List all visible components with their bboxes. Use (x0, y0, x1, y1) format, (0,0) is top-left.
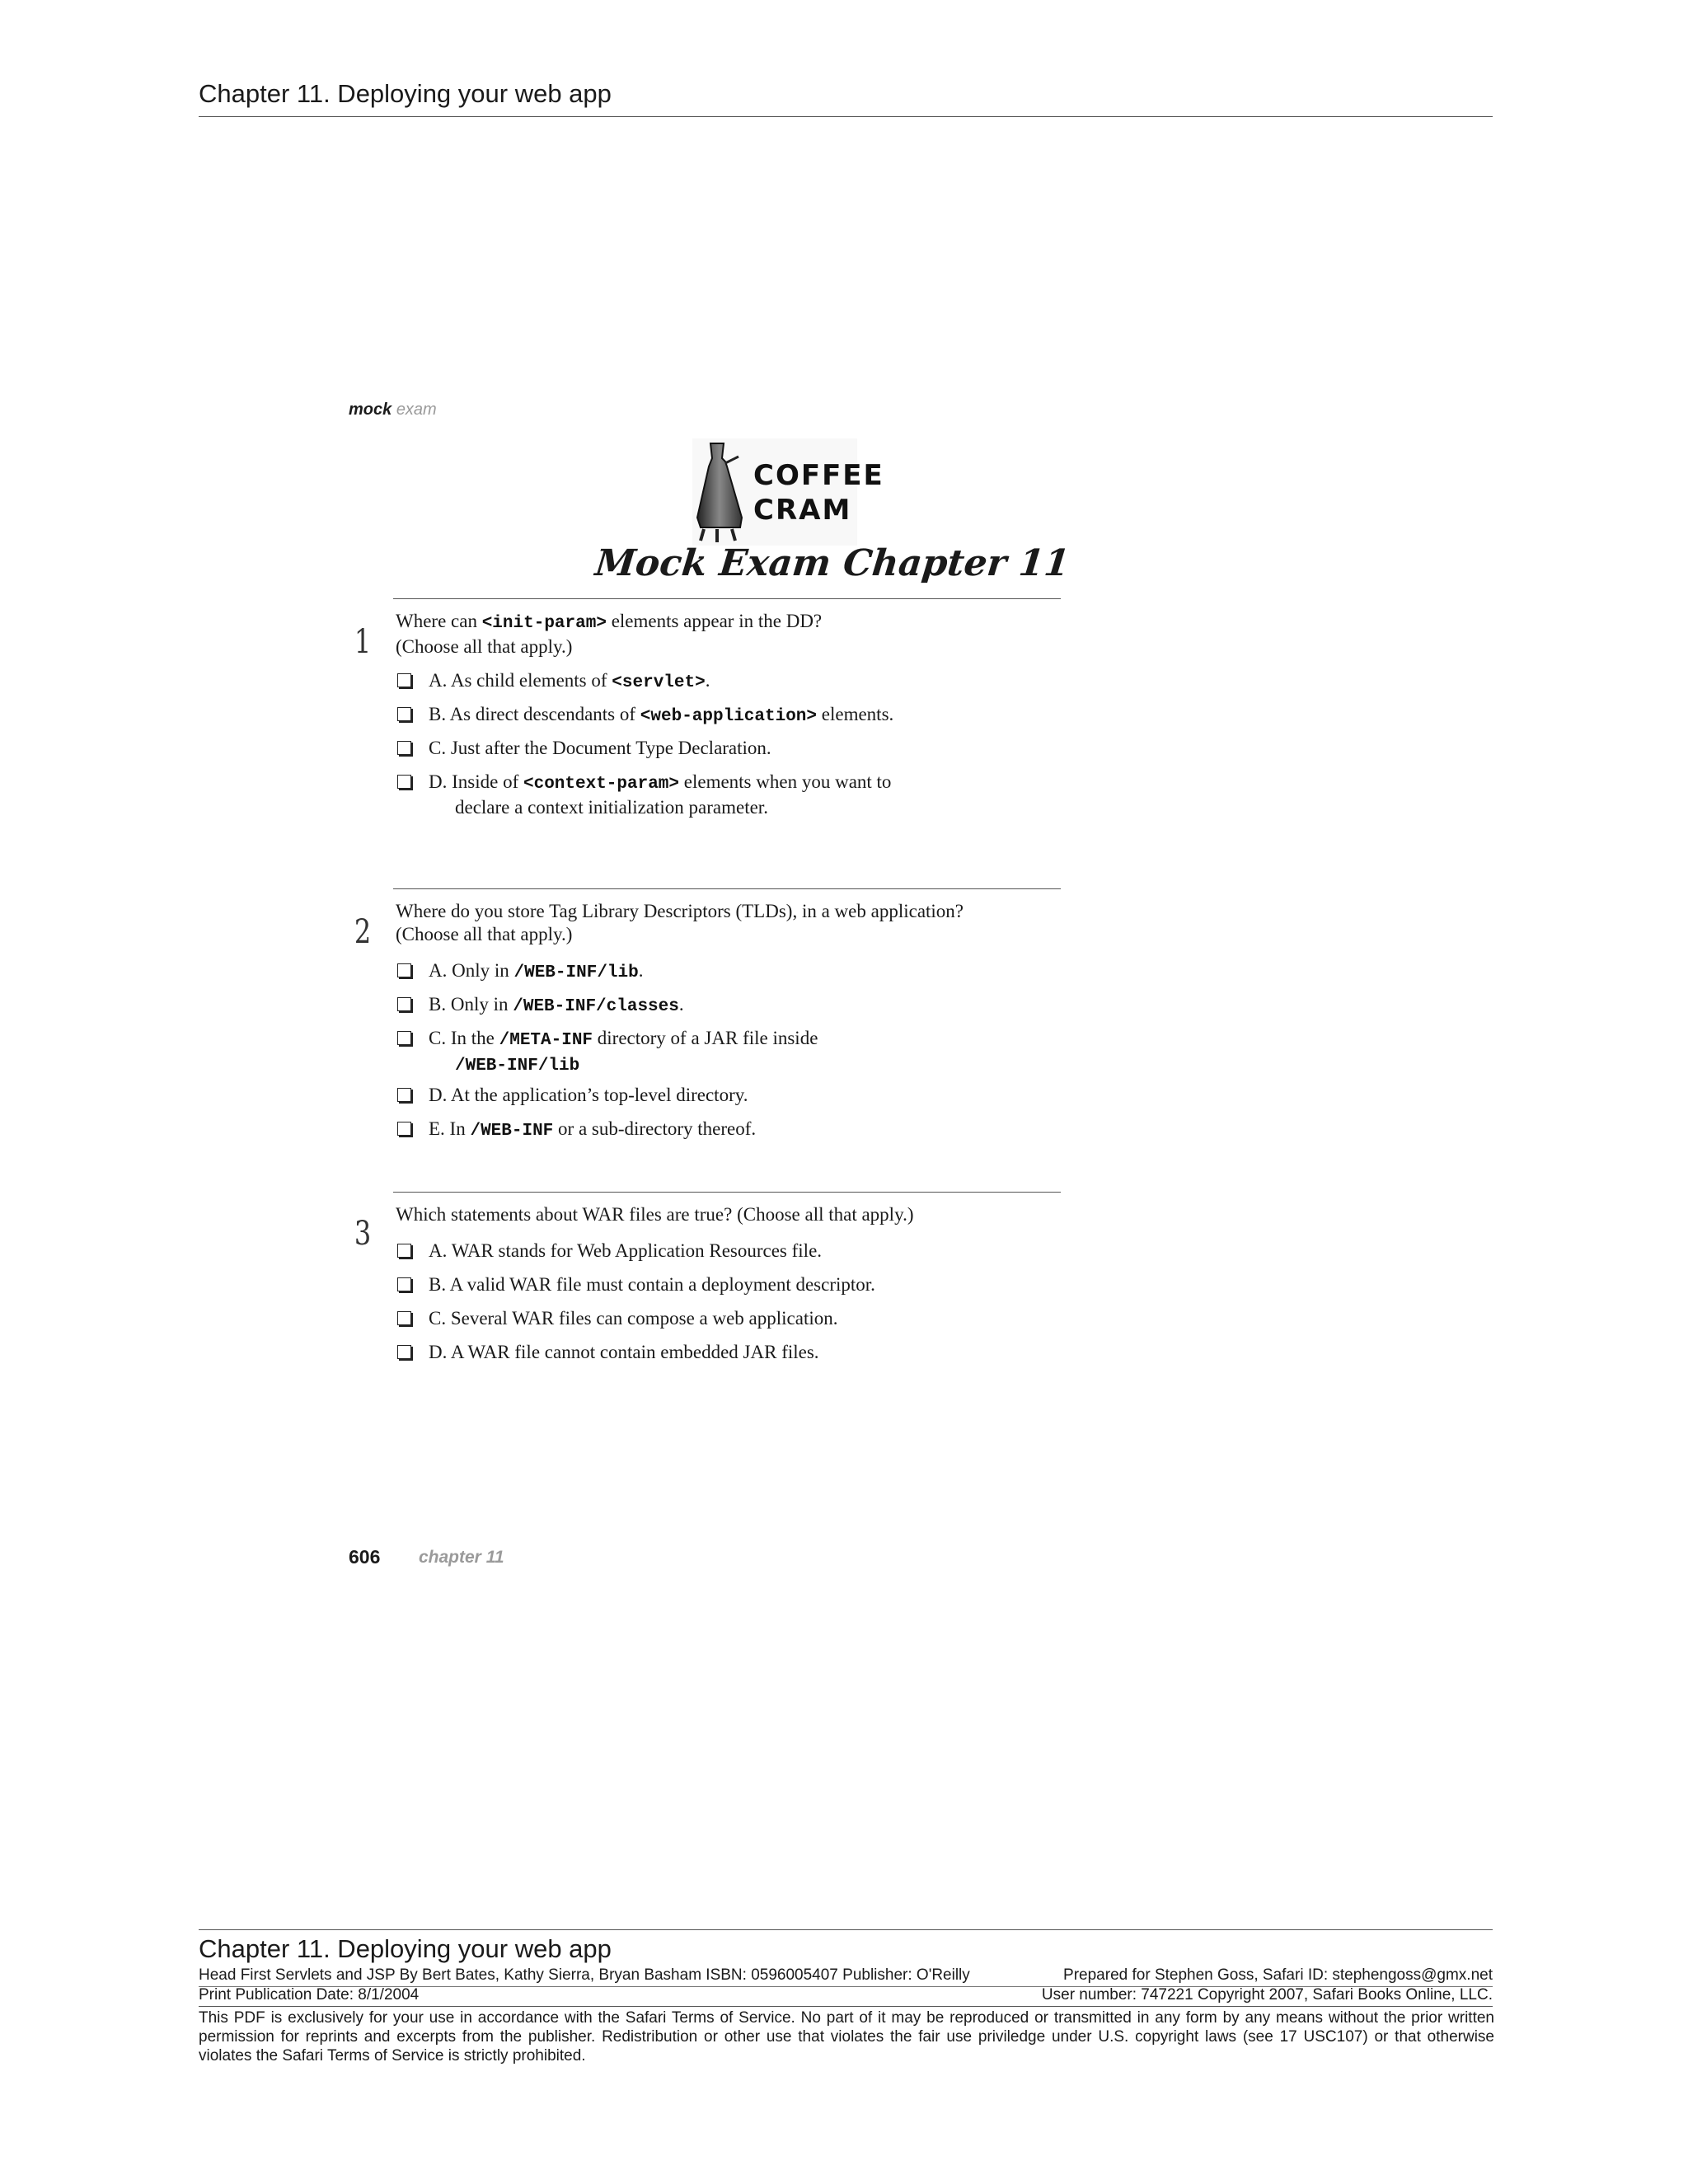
option-text: C. Just after the Document Type Declaration. (429, 738, 771, 758)
option-text: C. In the (429, 1028, 499, 1048)
question-divider (393, 598, 1061, 599)
stem-text: elements appear in the DD? (606, 611, 823, 631)
footer-book-info (199, 1966, 1493, 1985)
user-copyright: User number: 747221 Copyright 2007, Safari Books Online, LLC. (1041, 1986, 1493, 2004)
option-code: /WEB-INF/classes (513, 997, 679, 1016)
answer-option[interactable] (396, 1240, 1055, 1263)
option-text: directory of a JAR file inside (593, 1028, 818, 1048)
option-code: /META-INF (499, 1031, 593, 1050)
answer-option[interactable] (396, 1341, 1055, 1364)
checkbox-icon[interactable] (397, 1031, 411, 1045)
question-stem (396, 900, 1055, 946)
option-code: /WEB-INF/lib (513, 963, 639, 982)
stem-instruction: (Choose all that apply.) (396, 636, 573, 657)
page-chapter-label: chapter 11 (419, 1548, 504, 1567)
header-divider (199, 116, 1493, 117)
option-text: A. Only in (429, 960, 514, 981)
option-text: elements. (817, 704, 894, 724)
stem-text: Where can (396, 611, 482, 631)
checkbox-icon[interactable] (397, 741, 411, 755)
stem-text: Which statements about WAR files are true? (Choose all that apply.) (396, 1204, 914, 1225)
question-number: 1 (354, 623, 372, 661)
mock-exam-title: Mock Exam Chapter 11 (593, 542, 1072, 584)
option-text: . (705, 670, 710, 691)
option-text: E. In (429, 1118, 471, 1139)
logo-line2: CRAM (753, 494, 852, 527)
question-number: 3 (354, 1215, 372, 1253)
answer-option[interactable] (396, 1084, 1055, 1107)
answer-option[interactable] (396, 959, 1055, 985)
checkbox-icon[interactable] (397, 1277, 411, 1291)
option-text: A. WAR stands for Web Application Resources file. (429, 1240, 823, 1261)
answer-option[interactable] (396, 1027, 1055, 1078)
answer-option[interactable] (396, 1273, 1055, 1296)
option-text: C. Several WAR files can compose a web application. (429, 1308, 838, 1329)
book-citation: Head First Servlets and JSP By Bert Bates, Kathy Sierra, Bryan Basham ISBN: 0596005407 Publisher: O'Reilly (199, 1966, 970, 1984)
option-text: A. As child elements of (429, 670, 612, 691)
answer-option[interactable] (396, 993, 1055, 1019)
stem-text: Where do you store Tag Library Descriptors (TLDs), in a web application? (396, 901, 964, 921)
answer-option[interactable] (396, 703, 1055, 729)
footer-divider (199, 1929, 1493, 1930)
checkbox-icon[interactable] (397, 673, 411, 687)
section-tag-light: exam (396, 401, 437, 419)
answer-option[interactable] (396, 669, 1055, 695)
question-stem (396, 1203, 1055, 1226)
answer-option[interactable] (396, 1307, 1055, 1330)
option-code: /WEB-INF (470, 1122, 554, 1141)
question-number: 2 (354, 913, 372, 951)
checkbox-icon[interactable] (397, 1088, 411, 1102)
answer-option[interactable] (396, 737, 1055, 760)
option-text: declare a context initialization parameter. (455, 797, 768, 818)
legal-notice: This PDF is exclusively for your use in accordance with the Safari Terms of Service. No part of it may be reproduced or transmitted in any form by any means without the prior written permission for reprints and excerpts from the publisher. Redistribution or other use that violates the fair use priviledge under U.S. copyright laws (see 17 USC107) or that otherwise violates the Safari Terms of Service is strictly prohibited. (199, 2009, 1494, 2064)
answer-option[interactable] (396, 771, 1055, 819)
option-code: <servlet> (612, 673, 706, 692)
option-code: /WEB-INF/lib (455, 1057, 580, 1076)
option-text: B. As direct descendants of (429, 704, 640, 724)
question-divider (393, 1192, 1061, 1193)
option-text: D. Inside of (429, 771, 523, 792)
option-text: B. Only in (429, 994, 513, 1015)
checkbox-icon[interactable] (397, 997, 411, 1011)
checkbox-icon[interactable] (397, 1244, 411, 1258)
checkbox-icon[interactable] (397, 963, 411, 977)
footer-divider (199, 2006, 1493, 2007)
checkbox-icon[interactable] (397, 1122, 411, 1136)
option-text: elements when you want to (679, 771, 892, 792)
prepared-for: Prepared for Stephen Goss, Safari ID: stephengoss@gmx.net (1063, 1966, 1493, 1984)
coffee-cram-logo (676, 438, 931, 546)
stem-code: <init-param> (481, 614, 607, 633)
answer-option[interactable] (396, 1118, 1055, 1143)
page-number: 606 (349, 1546, 381, 1568)
option-text: or a sub-directory thereof. (553, 1118, 757, 1139)
section-tag (349, 401, 437, 419)
page-header-title: Chapter 11. Deploying your web app (199, 79, 612, 108)
question-stem (396, 610, 1055, 658)
option-text: B. A valid WAR file must contain a deployment descriptor. (429, 1274, 875, 1295)
footer-title: Chapter 11. Deploying your web app (199, 1934, 612, 1963)
stem-instruction: (Choose all that apply.) (396, 924, 573, 944)
option-text: D. At the application’s top-level directory. (429, 1085, 748, 1105)
logo-line1: COFFEE (753, 459, 884, 492)
option-code: <context-param> (523, 775, 680, 794)
option-text: D. A WAR file cannot contain embedded JAR files. (429, 1342, 819, 1362)
option-text: . (678, 994, 684, 1015)
checkbox-icon[interactable] (397, 1345, 411, 1359)
question-divider (393, 888, 1061, 889)
checkbox-icon[interactable] (397, 707, 411, 721)
footer-publication-info (199, 1986, 1493, 2004)
section-tag-bold: mock (349, 401, 392, 419)
publication-date: Print Publication Date: 8/1/2004 (199, 1986, 420, 2004)
option-text: . (638, 960, 644, 981)
checkbox-icon[interactable] (397, 775, 411, 789)
option-code: <web-application> (640, 707, 818, 726)
checkbox-icon[interactable] (397, 1311, 411, 1325)
